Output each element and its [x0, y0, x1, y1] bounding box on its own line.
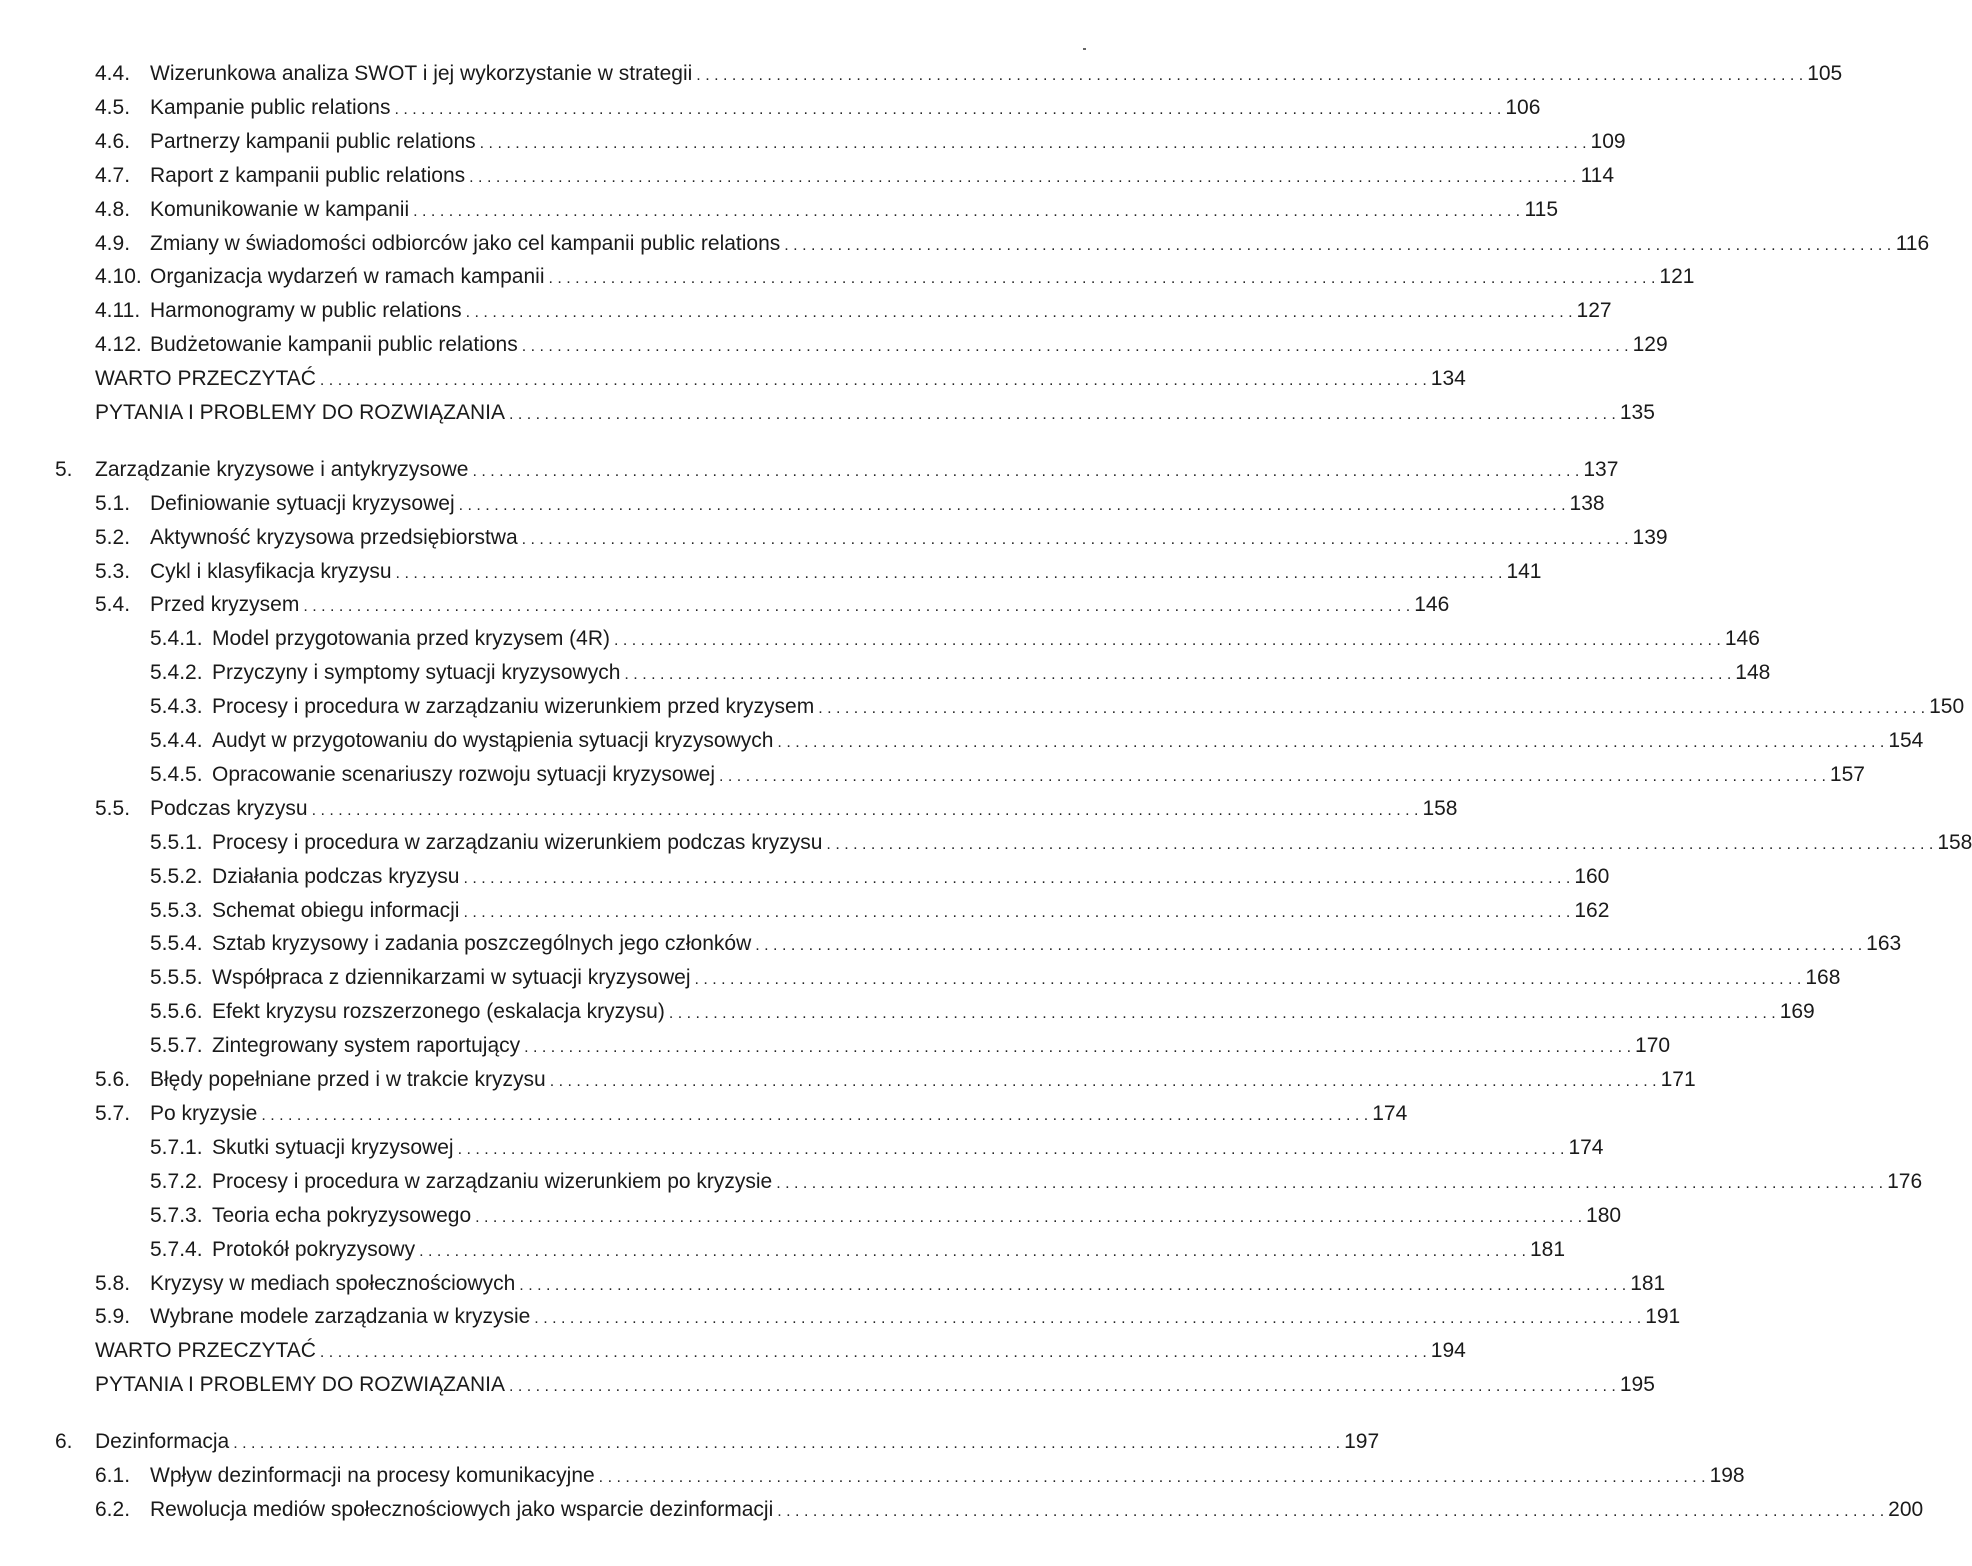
dot-leader — [696, 61, 1803, 91]
toc-title: Zmiany w świadomości odbiorców jako cel kampanii public relations — [150, 232, 781, 255]
toc-page-number: 121 — [1659, 265, 1695, 288]
toc-title: Procesy i procedura w zarządzaniu wizerunkiem podczas kryzysu — [212, 831, 823, 854]
dot-leader — [624, 660, 1731, 690]
toc-subsection-row — [150, 1167, 1923, 1197]
dot-leader — [818, 694, 1925, 724]
toc-page-number: 129 — [1632, 333, 1668, 356]
toc-title: Po kryzysie — [150, 1102, 258, 1125]
toc-page-number: 174 — [1568, 1136, 1604, 1159]
dot-leader — [419, 1237, 1526, 1267]
toc-title: Schemat obiegu informacji — [212, 899, 460, 922]
toc-section-row — [95, 161, 1615, 191]
toc-number: 5.4. — [95, 593, 131, 616]
toc-title: Dezinformacja — [95, 1430, 230, 1453]
toc-title: Harmonogramy w public relations — [150, 299, 462, 322]
toc-title: Współpraca z dziennikarzami w sytuacji kryzysowej — [212, 966, 691, 989]
toc-page-number: 163 — [1866, 932, 1902, 955]
toc-title: Skutki sytuacji kryzysowej — [212, 1136, 454, 1159]
toc-page-number: 139 — [1632, 526, 1668, 549]
toc-page-number: 162 — [1574, 899, 1610, 922]
toc-number: 5.7.1. — [150, 1136, 203, 1159]
toc-subsection-row — [150, 896, 1610, 926]
toc-page-number: 169 — [1779, 1000, 1815, 1023]
toc-title: Audyt w przygotowaniu do wystąpienia sytuacji kryzysowych — [212, 729, 774, 752]
dot-leader — [469, 163, 1576, 193]
dot-leader — [475, 1203, 1582, 1233]
toc-subsection-row — [150, 726, 1924, 756]
toc-page-number: 181 — [1630, 1272, 1666, 1295]
toc-section-row — [95, 398, 1655, 428]
dot-leader — [522, 332, 1629, 362]
dot-leader — [755, 931, 1862, 961]
toc-subsection-row — [150, 692, 1965, 722]
dot-leader — [509, 1372, 1616, 1402]
toc-page-number: 181 — [1529, 1238, 1566, 1261]
toc-section-row — [95, 229, 1930, 259]
toc-title: Wybrane modele zarządzania w kryzysie — [150, 1305, 531, 1328]
toc-number: 4.5. — [95, 96, 131, 119]
toc-number: 5.6. — [95, 1068, 131, 1091]
toc-page-number: 174 — [1372, 1102, 1408, 1125]
toc-title: Efekt kryzysu rozszerzonego (eskalacja kryzysu) — [212, 1000, 665, 1023]
toc-number: 6.1. — [95, 1464, 131, 1487]
toc-number: 5.9. — [95, 1305, 131, 1328]
toc-title: Przed kryzysem — [150, 593, 300, 616]
toc-section-row — [95, 590, 1450, 620]
toc-number: 5.7.2. — [150, 1170, 203, 1193]
toc-page-number: 160 — [1574, 865, 1610, 888]
toc-number: 4.11. — [95, 299, 141, 322]
toc-number: 4.12. — [95, 333, 142, 356]
toc-title: PYTANIA I PROBLEMY DO ROZWIĄZANIA — [95, 401, 505, 424]
dot-leader — [472, 457, 1579, 487]
toc-section-row — [95, 523, 1668, 553]
toc-title: Wpływ dezinformacji na procesy komunikacyjne — [150, 1464, 595, 1487]
dot-leader — [458, 1135, 1565, 1165]
toc-page-number: 168 — [1805, 966, 1841, 989]
toc-title: Opracowanie scenariuszy rozwoju sytuacji kryzysowej — [212, 763, 716, 786]
toc-chapter-row — [55, 1427, 1380, 1457]
toc-number: 5.7. — [95, 1102, 131, 1125]
toc-number: 5. — [55, 458, 73, 481]
toc-section-row — [95, 262, 1695, 292]
toc-page-number: 197 — [1344, 1430, 1380, 1453]
toc-title: Definiowanie sytuacji kryzysowej — [150, 492, 455, 515]
toc-title: Raport z kampanii public relations — [150, 164, 466, 187]
toc-number: 5.5.7. — [150, 1034, 203, 1057]
dot-leader — [776, 1169, 1883, 1199]
toc-number: 5.2. — [95, 526, 131, 549]
toc-page-number: 158 — [1937, 831, 1972, 854]
toc-page-number: 135 — [1619, 401, 1655, 424]
toc-title: Aktywność kryzysowa przedsiębiorstwa — [150, 526, 518, 549]
toc-subsection-row — [150, 1031, 1671, 1061]
toc-page-number: 146 — [1724, 627, 1760, 650]
toc-section-row — [95, 59, 1843, 89]
toc-page-number: 176 — [1887, 1170, 1923, 1193]
toc-number: 4.10. — [95, 265, 142, 288]
toc-page-number: 200 — [1888, 1498, 1924, 1521]
toc-subsection-row — [150, 658, 1771, 688]
dot-leader — [522, 525, 1629, 555]
toc-number: 5.5.4. — [150, 932, 203, 955]
toc-subsection-row — [150, 963, 1841, 993]
toc-page-number: 114 — [1580, 164, 1615, 187]
toc-section-row — [95, 330, 1668, 360]
toc-title: Protokół pokryzysowy — [212, 1238, 416, 1261]
toc-page-number: 134 — [1430, 367, 1466, 390]
dot-leader — [777, 728, 1884, 758]
dot-leader — [719, 762, 1826, 792]
toc-section-row — [95, 1269, 1666, 1299]
toc-page-number: 146 — [1414, 593, 1450, 616]
dot-leader — [784, 231, 1891, 261]
toc-subsection-row — [150, 997, 1815, 1027]
toc-page-number: 195 — [1619, 1373, 1655, 1396]
dot-leader — [614, 626, 1721, 656]
dot-leader — [519, 1271, 1626, 1301]
toc-number: 5.5.6. — [150, 1000, 203, 1023]
toc-page-number: 138 — [1569, 492, 1605, 515]
toc-title: Błędy popełniane przed i w trakcie kryzysu — [150, 1068, 546, 1091]
dot-leader — [396, 559, 1503, 589]
toc-page-number: 157 — [1829, 763, 1865, 786]
toc-number: 5.4.1. — [150, 627, 203, 650]
dot-leader — [550, 1067, 1657, 1097]
toc-title: Podczas kryzysu — [150, 797, 308, 820]
toc-number: 5.7.3. — [150, 1204, 203, 1227]
toc-title: Teoria echa pokryzysowego — [212, 1204, 472, 1227]
scan-speck — [1083, 48, 1086, 50]
toc-page-number: 194 — [1430, 1339, 1466, 1362]
dot-leader — [394, 95, 1501, 125]
toc-title: Wizerunkowa analiza SWOT i jej wykorzystanie w strategii — [150, 62, 693, 85]
dot-leader — [261, 1101, 1368, 1131]
toc-number: 5.4.4. — [150, 729, 203, 752]
toc-section-row — [95, 195, 1559, 225]
toc-number: 5.1. — [95, 492, 131, 515]
toc-page-number: 180 — [1586, 1204, 1622, 1227]
toc-page-number: 191 — [1645, 1305, 1681, 1328]
toc-number: 5.4.2. — [150, 661, 203, 684]
dot-leader — [312, 796, 1419, 826]
toc-chapter-row — [55, 455, 1619, 485]
toc-number: 5.5.2. — [150, 865, 203, 888]
dot-leader — [524, 1033, 1631, 1063]
toc-number: 5.7.4. — [150, 1238, 203, 1261]
toc-section-row — [95, 557, 1542, 587]
toc-title: Procesy i procedura w zarządzaniu wizerunkiem przed kryzysem — [212, 695, 815, 718]
dot-leader — [777, 1497, 1884, 1527]
toc-number: 5.3. — [95, 560, 131, 583]
toc-section-row — [95, 489, 1605, 519]
toc-section-row — [95, 1099, 1408, 1129]
dot-leader — [826, 830, 1933, 860]
toc-title: Partnerzy kampanii public relations — [150, 130, 476, 153]
toc-page-number: 109 — [1590, 130, 1626, 153]
toc-number: 5.5.3. — [150, 899, 203, 922]
toc-title: PYTANIA I PROBLEMY DO ROZWIĄZANIA — [95, 1373, 505, 1396]
toc-subsection-row — [150, 1235, 1566, 1265]
toc-number: 6.2. — [95, 1498, 131, 1521]
dot-leader — [320, 366, 1427, 396]
toc-subsection-row — [150, 624, 1760, 654]
toc-title: Działania podczas kryzysu — [212, 865, 460, 888]
toc-number: 4.9. — [95, 232, 131, 255]
toc-section-row — [95, 1370, 1655, 1400]
dot-leader — [320, 1338, 1427, 1368]
toc-title: Przyczyny i symptomy sytuacji kryzysowych — [212, 661, 621, 684]
toc-page-number: 148 — [1735, 661, 1771, 684]
toc-page-number: 141 — [1506, 560, 1542, 583]
dot-leader — [233, 1429, 1340, 1459]
toc-title: Rewolucja mediów społecznościowych jako wsparcie dezinformacji — [150, 1498, 774, 1521]
dot-leader — [463, 864, 1570, 894]
dot-leader — [303, 592, 1410, 622]
toc-number: 5.5. — [95, 797, 131, 820]
dot-leader — [509, 400, 1616, 430]
toc-number: 6. — [55, 1430, 73, 1453]
toc-page-number: 105 — [1807, 62, 1843, 85]
toc-page-number: 150 — [1929, 695, 1965, 718]
dot-leader — [549, 264, 1656, 294]
toc-section-row — [95, 1461, 1745, 1491]
toc-subsection-row — [150, 862, 1610, 892]
toc-title: Organizacja wydarzeń w ramach kampanii — [150, 265, 545, 288]
toc-title: Model przygotowania przed kryzysem (4R) — [212, 627, 610, 650]
toc-page-number: 171 — [1660, 1068, 1696, 1091]
toc-section-row — [95, 296, 1612, 326]
dot-leader — [669, 999, 1776, 1029]
toc-number: 4.7. — [95, 164, 131, 187]
toc-title: Cykl i klasyfikacja kryzysu — [150, 560, 392, 583]
dot-leader — [413, 197, 1520, 227]
toc-title: Kampanie public relations — [150, 96, 391, 119]
dot-leader — [694, 965, 1801, 995]
toc-section-row — [95, 127, 1626, 157]
toc-title: WARTO PRZECZYTAĆ — [95, 1339, 316, 1362]
toc-section-row — [95, 1065, 1696, 1095]
toc-title: Komunikowanie w kampanii — [150, 198, 410, 221]
dot-leader — [466, 298, 1573, 328]
dot-leader — [463, 898, 1570, 928]
dot-leader — [459, 491, 1566, 521]
toc-title: Zintegrowany system raportujący — [212, 1034, 521, 1057]
toc-subsection-row — [150, 760, 1865, 790]
toc-section-row — [95, 1302, 1681, 1332]
toc-title: Procesy i procedura w zarządzaniu wizerunkiem po kryzysie — [212, 1170, 773, 1193]
toc-title: Zarządzanie kryzysowe i antykryzysowe — [95, 458, 469, 481]
toc-subsection-row — [150, 929, 1902, 959]
toc-title: Kryzysy w mediach społecznościowych — [150, 1272, 516, 1295]
toc-section-row — [95, 364, 1466, 394]
toc-page-number: 116 — [1895, 232, 1930, 255]
toc-section-row — [95, 1336, 1466, 1366]
toc-page-number: 106 — [1505, 96, 1541, 119]
toc-page-number: 170 — [1635, 1034, 1671, 1057]
toc-title: WARTO PRZECZYTAĆ — [95, 367, 316, 390]
toc-subsection-row — [150, 1201, 1622, 1231]
toc-page-number: 127 — [1576, 299, 1612, 322]
toc-number: 5.5.1. — [150, 831, 203, 854]
toc-section-row — [95, 1495, 1924, 1525]
toc-section-row — [95, 794, 1458, 824]
dot-leader — [534, 1304, 1641, 1334]
toc-title: Sztab kryzysowy i zadania poszczególnych jego członków — [212, 932, 752, 955]
toc-number: 5.8. — [95, 1272, 131, 1295]
toc-number: 4.6. — [95, 130, 131, 153]
toc-number: 5.4.3. — [150, 695, 203, 718]
toc-section-row — [95, 93, 1541, 123]
toc-page-number: 158 — [1422, 797, 1458, 820]
toc-number: 5.4.5. — [150, 763, 203, 786]
toc-title: Budżetowanie kampanii public relations — [150, 333, 518, 356]
toc-number: 4.4. — [95, 62, 131, 85]
toc-number: 4.8. — [95, 198, 131, 221]
dot-leader — [599, 1463, 1706, 1493]
toc-subsection-row — [150, 1133, 1604, 1163]
toc-number: 5.5.5. — [150, 966, 203, 989]
toc-subsection-row — [150, 828, 1972, 858]
toc-page-number: 137 — [1583, 458, 1619, 481]
toc-page-number: 154 — [1888, 729, 1924, 752]
toc-page-number: 115 — [1524, 198, 1559, 221]
dot-leader — [480, 129, 1587, 159]
toc-page-number: 198 — [1709, 1464, 1745, 1487]
